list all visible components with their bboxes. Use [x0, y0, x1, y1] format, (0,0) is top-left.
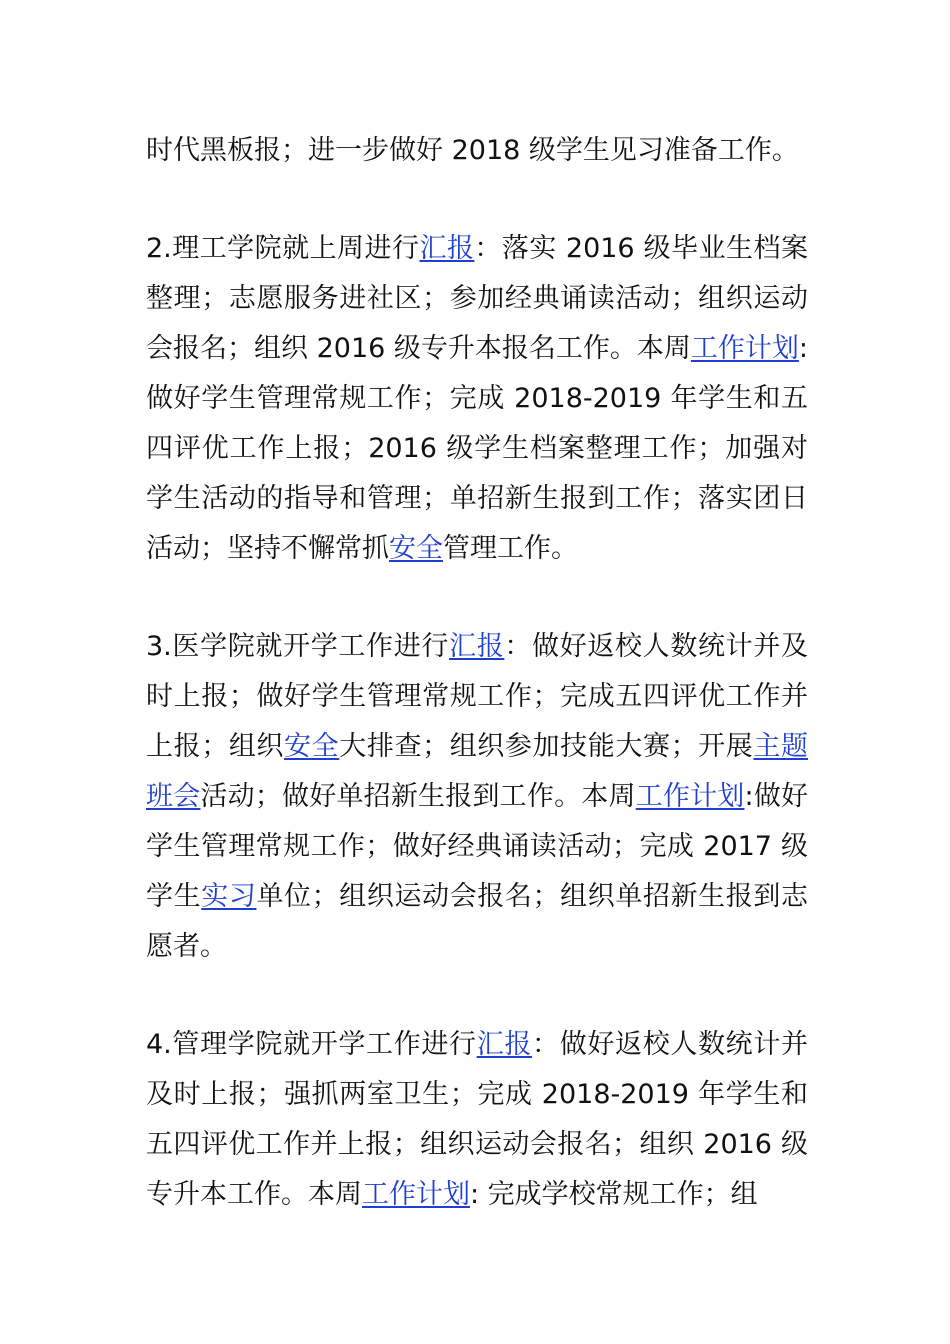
text: 2.理工学院就上周进行 — [146, 233, 420, 264]
paragraph-4 — [146, 1020, 808, 1220]
text: :做好学生管理常规工作；做好经典诵读活动；完成 2017 级学生 — [146, 781, 809, 912]
link-gongzuojihua[interactable]: 工作计划 — [362, 1179, 470, 1210]
link-anquan[interactable]: 安全 — [284, 731, 340, 762]
text: 大排查；组织参加技能大赛；开展 — [339, 731, 754, 762]
text: 活动；做好单招新生报到工作。本周 — [200, 781, 636, 812]
text: 3.医学院就开学工作进行 — [146, 631, 450, 662]
link-huibao[interactable]: 汇报 — [419, 233, 475, 264]
text: : 做好学生管理常规工作；完成 2018-2019 年学生和五四评优工作上报；2016 级学生档案整理工作；加强对学生活动的指导和管理；单招新生报到工作；落实团日活动；坚持不懈常抓 — [146, 333, 808, 564]
paragraph-2 — [146, 224, 808, 574]
text: ：落实 2016 级毕业生档案整理；志愿服务进社区；参加经典诵读活动；组织运动会报名；组织 2016 级专升本报名工作。本周 — [146, 233, 809, 364]
link-gongzuojihua[interactable]: 工作计划 — [635, 781, 745, 812]
link-zhutibanhui[interactable]: 主题班会 — [146, 731, 809, 812]
text: ：做好返校人数统计并及时上报；做好学生管理常规工作；完成五四评优工作并上报；组织 — [146, 631, 808, 762]
link-shixi[interactable]: 实习 — [201, 881, 257, 912]
paragraph-3 — [146, 622, 808, 972]
text: : 完成学校常规工作；组 — [470, 1179, 758, 1210]
text: 4.管理学院就开学工作进行 — [146, 1029, 477, 1060]
document-body — [146, 126, 808, 1268]
link-gongzuojihua[interactable]: 工作计划 — [690, 333, 799, 364]
text: ：做好返校人数统计并及时上报；强抓两室卫生；完成 2018-2019 年学生和五四评优工作并上报；组织运动会报名；组织 2016 级专升本工作。本周 — [146, 1029, 809, 1210]
text: 时代黑板报；进一步做好 2018 级学生见习准备工作。 — [146, 135, 799, 166]
link-huibao[interactable]: 汇报 — [476, 1029, 533, 1060]
paragraph-1 — [146, 126, 808, 176]
link-huibao[interactable]: 汇报 — [449, 631, 505, 662]
text: 单位；组织运动会报名；组织单招新生报到志愿者。 — [146, 881, 809, 962]
text: 管理工作。 — [443, 533, 578, 564]
link-anquan[interactable]: 安全 — [389, 533, 443, 564]
